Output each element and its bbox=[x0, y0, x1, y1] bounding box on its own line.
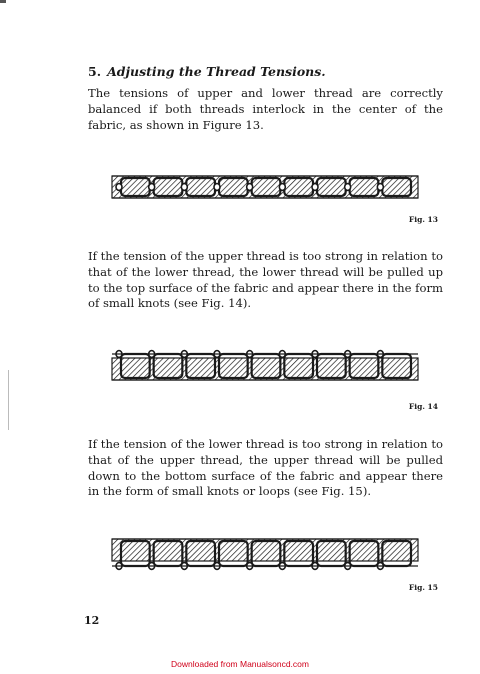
figure-13-caption: Fig. 13 bbox=[408, 215, 438, 224]
fabric-layer bbox=[112, 358, 418, 380]
figure-15-stitch-diagram bbox=[108, 526, 422, 578]
thread-interlock bbox=[214, 184, 220, 191]
thread-interlock bbox=[247, 184, 253, 191]
thread-interlock bbox=[312, 184, 318, 191]
scan-edge-line bbox=[8, 370, 9, 430]
paragraph-balanced: The tensions of upper and lower thread are correctly balanced if both threads interlock in the center of the fabric, as shown in Figure 13. bbox=[88, 86, 443, 132]
download-source-link[interactable]: Downloaded from Manualsoncd.com bbox=[171, 659, 309, 669]
thread-interlock bbox=[181, 184, 187, 191]
thread-interlock bbox=[149, 184, 155, 191]
fabric-layer bbox=[112, 539, 418, 561]
page-number: 12 bbox=[84, 614, 100, 627]
thread-interlock bbox=[377, 184, 383, 191]
figure-14-caption: Fig. 14 bbox=[408, 402, 438, 411]
thread-interlock bbox=[279, 184, 285, 191]
thread-interlock bbox=[345, 184, 351, 191]
figure-13-stitch-diagram bbox=[108, 163, 422, 215]
paragraph-upper-tension: If the tension of the upper thread is too strong in relation to that of the lower thread, the lower thread will be pulled up to the top surface of the fabric and appear there in the form of small knots (see Fig. 14). bbox=[88, 249, 443, 311]
figure-14-stitch-diagram bbox=[108, 345, 422, 397]
section-title: Adjusting the Thread Tensions. bbox=[107, 64, 326, 79]
thread-interlock bbox=[116, 184, 122, 191]
section-number: 5. bbox=[88, 64, 102, 79]
fabric-layer bbox=[112, 176, 418, 198]
scan-edge-mark bbox=[0, 0, 6, 3]
paragraph-lower-tension: If the tension of the lower thread is too strong in relation to that of the upper thread, the upper thread will be pulled down to the bottom surface of the fabric and appear there in the form of small knots or loops (see Fig. 15). bbox=[88, 437, 443, 499]
figure-15-caption: Fig. 15 bbox=[408, 583, 438, 592]
section-heading bbox=[88, 64, 448, 80]
